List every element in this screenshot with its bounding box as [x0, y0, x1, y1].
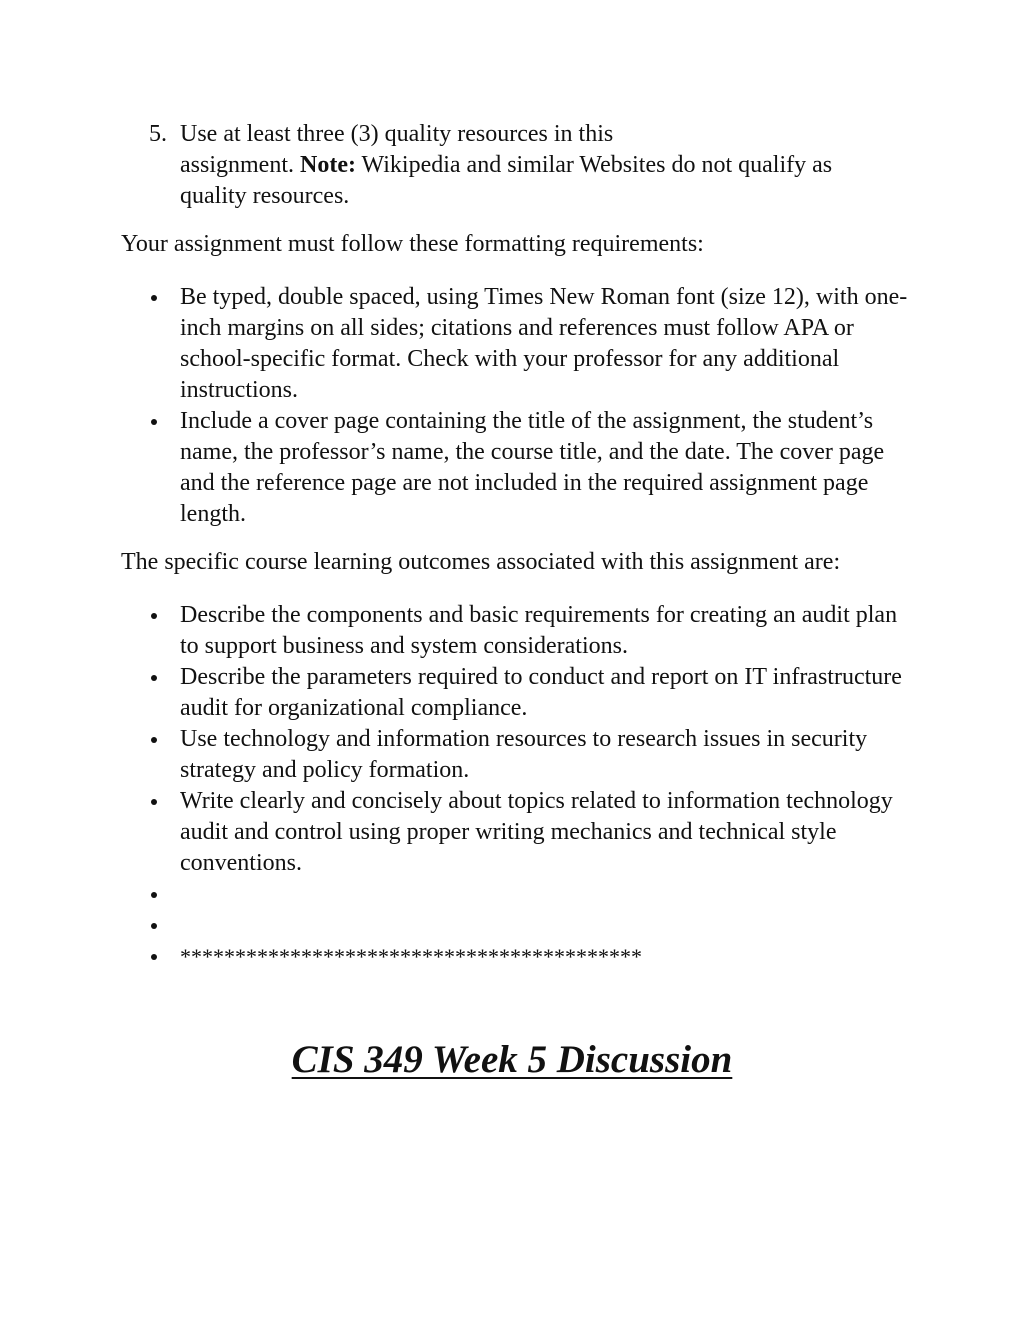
numbered-item-text-line1: Use at least three (3) quality resources in this	[180, 121, 614, 147]
list-item	[121, 941, 911, 973]
list-item	[121, 282, 911, 406]
list-number: 5.	[149, 121, 167, 147]
formatting-intro: Your assignment must follow these formatting requirements:	[121, 231, 704, 257]
bullet-icon	[151, 892, 157, 898]
numbered-item-text-prefix: assignment.	[180, 152, 300, 178]
note-label: Note:	[300, 152, 356, 178]
formatting-list	[121, 282, 911, 530]
bullet-icon	[151, 799, 157, 805]
outcomes-list	[121, 600, 911, 973]
list-item	[121, 662, 911, 724]
note-text: Wikipedia and similar Websites do not qualify as quality resources.	[180, 152, 833, 209]
numbered-item-5	[121, 119, 890, 212]
bullet-icon	[151, 419, 157, 425]
bullet-icon	[151, 737, 157, 743]
list-item-text: Describe the parameters required to conduct and report on IT infrastructure audit for organizational compliance.	[180, 664, 902, 721]
list-item-text: Include a cover page containing the title of the assignment, the student’s name, the professor’s name, the course title, and the date. The cover page and the reference page are not included in the required assignment page length.	[180, 408, 885, 527]
list-item	[121, 879, 911, 910]
bullet-icon	[151, 923, 157, 929]
list-item	[121, 724, 911, 786]
list-item-text: Be typed, double spaced, using Times New Roman font (size 12), with one-inch margins on all sides; citations and references must follow APA or school-specific format. Check with your professor for any additional instructions.	[180, 284, 908, 403]
list-item	[121, 406, 911, 530]
section-heading: CIS 349 Week 5 Discussion	[291, 1038, 733, 1081]
outcomes-intro: The specific course learning outcomes associated with this assignment are:	[121, 549, 841, 575]
bullet-icon	[151, 954, 157, 960]
bullet-icon	[151, 675, 157, 681]
bullet-icon	[151, 295, 157, 301]
list-item	[121, 786, 911, 879]
list-item	[121, 910, 911, 941]
list-item	[121, 600, 911, 662]
list-item-text: Use technology and information resources to research issues in security strategy and policy formation.	[180, 726, 868, 783]
list-item-text: Write clearly and concisely about topics related to information technology audit and control using proper writing mechanics and technical style conventions.	[180, 788, 893, 876]
separator-stars: ******************************************	[180, 944, 642, 969]
document-body	[121, 119, 911, 973]
list-item-text: Describe the components and basic requirements for creating an audit plan to support business and system considerations.	[180, 602, 898, 659]
bullet-icon	[151, 613, 157, 619]
